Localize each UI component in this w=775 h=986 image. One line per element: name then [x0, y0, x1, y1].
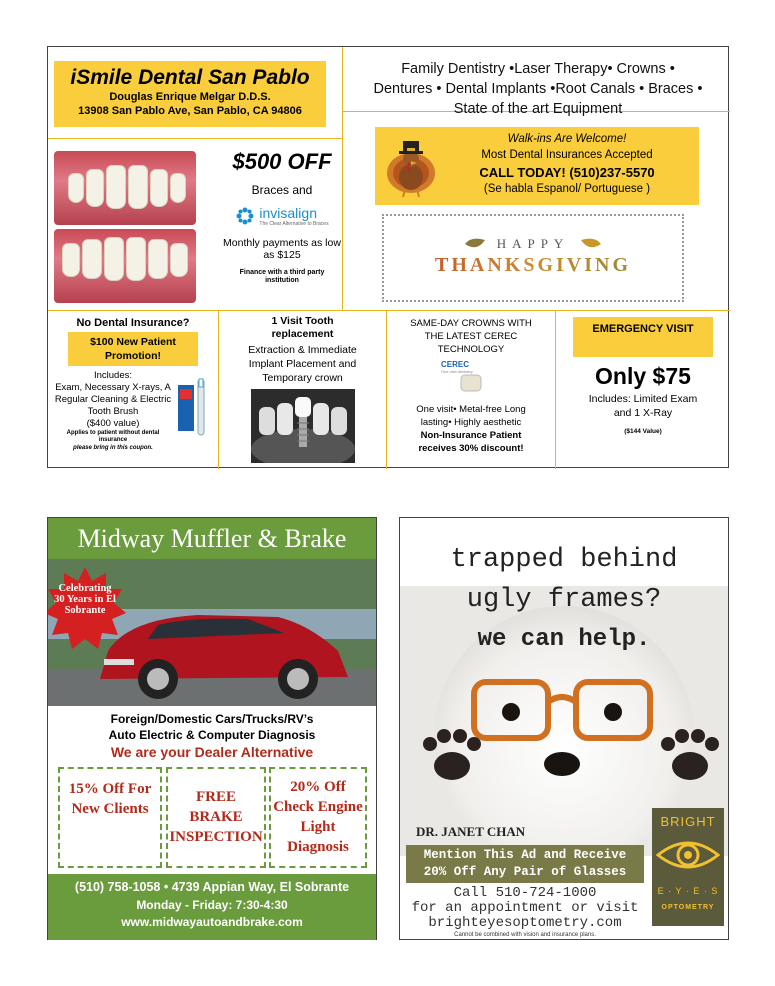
insurance-text: Most Dental Insurances Accepted: [481, 149, 653, 161]
offer-price: $500 OFF: [232, 149, 332, 174]
walkins-panel: [375, 127, 699, 205]
eye-logo-icon: [652, 829, 724, 881]
coupon-title: 1 Visit Tooth replacement: [271, 315, 334, 340]
walkins-text: Walk-ins Are Welcome!: [507, 133, 627, 145]
emergency-value: ($144 Value): [624, 428, 662, 435]
divider: [342, 47, 343, 311]
teeth-before-photo: [54, 151, 196, 225]
emergency-price: Only $75: [595, 363, 691, 389]
coupon-value: ($400 value): [86, 418, 140, 429]
language-note: (Se habla Espanol/ Portuguese ): [483, 183, 651, 195]
coupon-title: No Dental Insurance?: [76, 317, 190, 329]
coupon-body: Exam, Necessary X-rays, A Regular Cleaning & Electric Tooth Brush: [54, 382, 172, 417]
coupon-note: please bring in this coupon.: [73, 445, 153, 451]
coupon-body: Extraction & Immediate Implant Placement and Temporary crown: [248, 344, 357, 384]
braces-offer: [222, 149, 342, 285]
invisalign-star-icon: [235, 206, 255, 226]
midway-title: Midway Muffler & Brake: [48, 518, 376, 559]
emergency-visit-coupon: [556, 311, 730, 469]
doctor-name: DR. JANET CHAN: [416, 824, 526, 839]
doctor-name: Douglas Enrique Melgar D.D.S.: [109, 91, 271, 103]
midway-contact: (510) 758-1058 • 4739 Appian Way, El Sobrante: [74, 880, 350, 894]
finance-note: Finance with a third party institution: [239, 269, 325, 284]
midway-services: [48, 711, 376, 761]
logo-top: BRIGHT: [660, 814, 716, 829]
eyes-website: brighteyesoptometry.com: [428, 915, 622, 931]
headline-line: ugly frames?: [466, 585, 662, 615]
logo-bottom: OPTOMETRY: [661, 904, 715, 911]
teeth-after-photo: [54, 229, 196, 303]
dental-implant-image: [251, 389, 355, 463]
midway-website: www.midwayautoandbrake.com: [121, 915, 303, 929]
offer-band: [406, 845, 644, 883]
turkey-icon: [383, 133, 439, 199]
offer-line: 20% Off Any Pair of Glasses: [423, 865, 627, 879]
car-photo: [48, 559, 376, 706]
tooth-replacement-coupon: [219, 311, 386, 469]
logo-mid: E · Y · E · S: [657, 886, 719, 896]
anniversary-badge: [48, 567, 126, 649]
happy-text: HAPPY: [496, 236, 570, 251]
headline-line: trapped behind: [450, 545, 678, 575]
bright-eyes-logo: [652, 808, 724, 926]
services-list: [348, 59, 728, 119]
eyes-headline: [400, 540, 728, 660]
emergency-body: Includes: Limited Exam and 1 X-Ray: [588, 393, 698, 419]
eyes-disclaimer: Cannot be combined with vision and insurance plans.: [454, 932, 596, 938]
cerec-tagline: One visit dentistry: [441, 369, 473, 374]
offer-line: Mention This Ad and Receive: [423, 848, 627, 862]
midway-hours: Monday - Friday: 7:30-4:30: [136, 898, 288, 912]
bright-eyes-ad: [399, 517, 729, 940]
coupon-note: Applies to patient without dental insurance: [66, 430, 160, 443]
thanksgiving-text: THANKSGIVING: [384, 254, 682, 277]
toothbrush-icon: [176, 377, 212, 437]
services-line: Family Dentistry •Laser Therapy• Crowns •: [401, 61, 675, 77]
thanksgiving-banner: [382, 214, 684, 302]
no-insurance-coupon: [48, 311, 218, 469]
cerec-brand: CEREC: [441, 360, 470, 369]
coupon-brake-inspection: FREE BRAKE INSPECTION: [166, 767, 266, 868]
coupon-engine-light: 20% Off Check Engine Light Diagnosis: [269, 767, 367, 868]
services-line: Dentures • Dental Implants •Root Canals • Braces •: [373, 81, 703, 97]
promo-box: $100 New Patient Promotion!: [68, 332, 198, 366]
coupon-new-clients: 15% Off For New Clients: [58, 767, 162, 868]
eyes-phone: Call 510-724-1000: [453, 885, 597, 901]
invisalign-brand: invisalign: [259, 205, 317, 221]
eyes-appointment: for an appointment or visit: [411, 900, 639, 916]
discount-text: Non-Insurance Patient receives 30% discount!: [418, 430, 524, 454]
services-line: State of the art Equipment: [453, 101, 623, 117]
badge-text: Celebrating 30 Years in El Sobrante: [54, 583, 116, 616]
includes-label: Includes:: [93, 370, 133, 381]
midway-footer: [48, 874, 376, 940]
services-line: Foreign/Domestic Cars/Trucks/RV’s: [110, 712, 314, 726]
emergency-title: EMERGENCY VISIT: [573, 317, 713, 357]
same-day-crowns-coupon: [387, 311, 555, 469]
cerec-logo: [441, 360, 501, 397]
headline-line: we can help.: [477, 626, 651, 653]
midway-muffler-ad: [47, 517, 377, 940]
leaf-icon: [463, 236, 487, 252]
dental-ad: [47, 46, 729, 468]
practice-name: iSmile Dental San Pablo: [70, 66, 310, 89]
practice-address: 13908 San Pablo Ave, San Pablo, CA 94806: [78, 105, 302, 117]
leaf-icon: [579, 236, 603, 252]
crown-icon: [460, 374, 482, 392]
monthly-payments: Monthly payments as low as $125: [223, 237, 341, 261]
invisalign-logo: [222, 205, 342, 227]
invisalign-tagline: The Clear Alternative to Braces: [259, 221, 329, 227]
coupon-body: One visit• Metal-free Long lasting• Highly aesthetic: [416, 404, 526, 428]
midway-slogan: We are your Dealer Alternative: [110, 744, 314, 760]
services-line: Auto Electric & Computer Diagnosis: [108, 728, 316, 742]
divider: [48, 138, 342, 139]
offer-text: Braces and: [251, 183, 313, 197]
call-today: CALL TODAY! (510)237-5570: [479, 165, 655, 180]
eyes-contact: [406, 886, 644, 940]
coupon-title: SAME-DAY CROWNS WITH THE LATEST CEREC TECHNOLOGY: [410, 318, 532, 355]
practice-header: [54, 61, 326, 127]
